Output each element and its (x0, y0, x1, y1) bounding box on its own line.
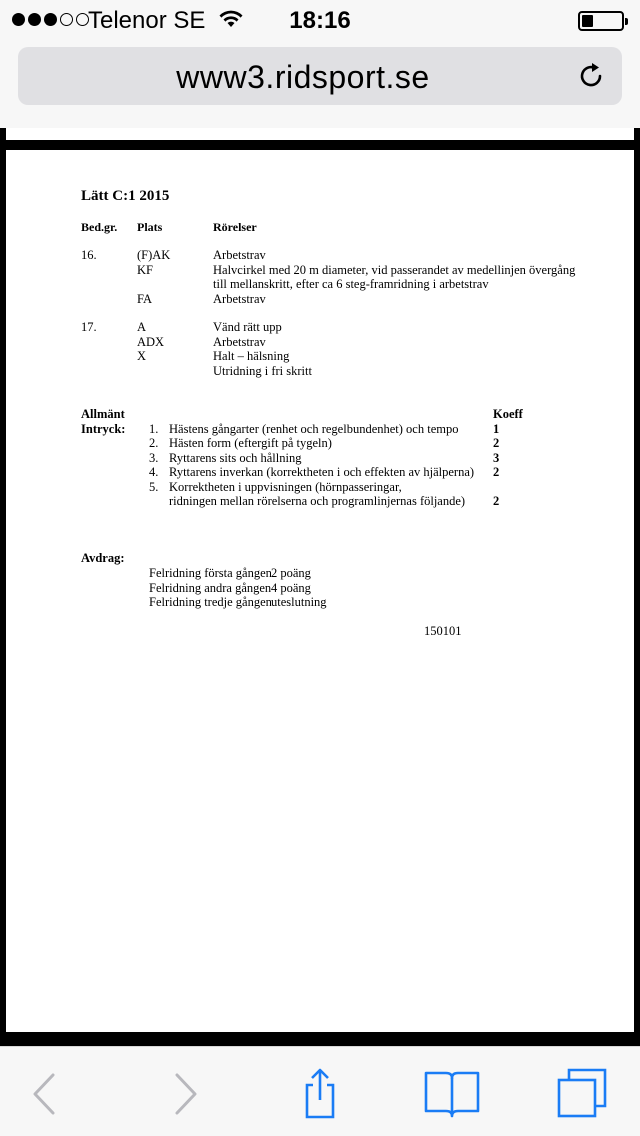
tabs-icon[interactable] (555, 1067, 609, 1121)
movement-text: Halt – hälsning (213, 349, 290, 363)
document-code: 150101 (424, 624, 462, 638)
forward-button[interactable] (158, 1067, 214, 1121)
deduction-text: Felridning första gången (149, 566, 272, 580)
battery-icon (578, 11, 624, 31)
movement-text: Vänd rätt upp (213, 320, 282, 334)
item-text: Ryttarens sits och hållning (169, 450, 302, 465)
share-button[interactable] (292, 1067, 348, 1121)
movement-text: Utridning i fri skritt (213, 363, 312, 378)
item-text: Hästen form (eftergift på tygeln) (169, 436, 332, 450)
browser-toolbar (0, 1046, 640, 1136)
forward-icon[interactable] (171, 1072, 201, 1116)
header-bedgr: Bed.gr. (81, 220, 118, 234)
item-koeff: 1 (493, 421, 500, 436)
item-text: ridningen mellan rörelserna och programlinjernas följande) (169, 494, 466, 508)
item-number: 1. (149, 421, 159, 436)
clock: 18:16 (289, 7, 351, 34)
item-number: 4. (149, 465, 159, 479)
deduction-value: 2 poäng (271, 566, 311, 580)
item-number: 2. (149, 436, 159, 450)
item-number: 3. (149, 450, 159, 465)
movement-text: Arbetstrav (213, 334, 266, 349)
movement-text: Halvcirkel med 20 m diameter, vid passerandet av medellinjen övergång (213, 262, 576, 277)
item-koeff: 3 (493, 450, 500, 465)
deduction-value: uteslutning (271, 595, 327, 609)
movement-number: 17. (81, 320, 97, 334)
movement-text: till mellanskritt, efter ca 6 steg-framridning i arbetstrav (213, 277, 489, 291)
previous-page-edge (6, 128, 634, 140)
status-bar (0, 0, 640, 40)
koeff-header: Koeff (493, 407, 523, 421)
movement-place: FA (137, 291, 153, 306)
deductions-label: Avdrag: (81, 551, 125, 565)
deduction-text: Felridning andra gången (149, 580, 272, 595)
movement-text: Arbetstrav (213, 248, 266, 262)
movement-place: A (137, 320, 147, 334)
item-koeff: 2 (493, 436, 500, 450)
movement-place: KF (137, 262, 153, 277)
document-title: Lätt C:1 2015 (81, 188, 170, 204)
back-button[interactable] (16, 1067, 72, 1121)
bookmarks-icon[interactable] (424, 1069, 480, 1119)
share-icon[interactable] (298, 1067, 342, 1121)
movement-number: 16. (81, 248, 97, 262)
movement-place: X (137, 349, 147, 363)
header-plats: Plats (137, 220, 163, 234)
tabs-button[interactable] (554, 1067, 610, 1121)
movement-place: ADX (137, 334, 165, 349)
carrier-name: Telenor SE (88, 7, 206, 34)
movement-place: (F)AK (137, 248, 171, 262)
reload-icon[interactable] (576, 60, 608, 92)
deduction-value: 4 poäng (271, 580, 311, 595)
item-text: Ryttarens inverkan (korrektheten i och effekten av hjälperna) (169, 465, 475, 479)
item-koeff: 2 (493, 465, 500, 479)
back-icon[interactable] (29, 1072, 59, 1116)
header-rorelser: Rörelser (213, 220, 257, 234)
general-label: Allmänt (81, 407, 125, 421)
deduction-text: Felridning tredje gången (149, 595, 272, 609)
item-number: 5. (149, 479, 159, 494)
bookmarks-button[interactable] (424, 1067, 480, 1121)
item-text: Hästens gångarter (renhet och regelbundenhet) och tempo (169, 421, 459, 436)
url-text[interactable]: www3.ridsport.se (176, 59, 430, 95)
pdf-page (6, 150, 634, 1032)
item-text: Korrektheten i uppvisningen (hörnpasseringar, (169, 479, 402, 494)
address-bar[interactable] (18, 47, 622, 105)
movement-text: Arbetstrav (213, 291, 266, 306)
item-koeff: 2 (493, 494, 500, 508)
general-label: Intryck: (81, 421, 126, 436)
